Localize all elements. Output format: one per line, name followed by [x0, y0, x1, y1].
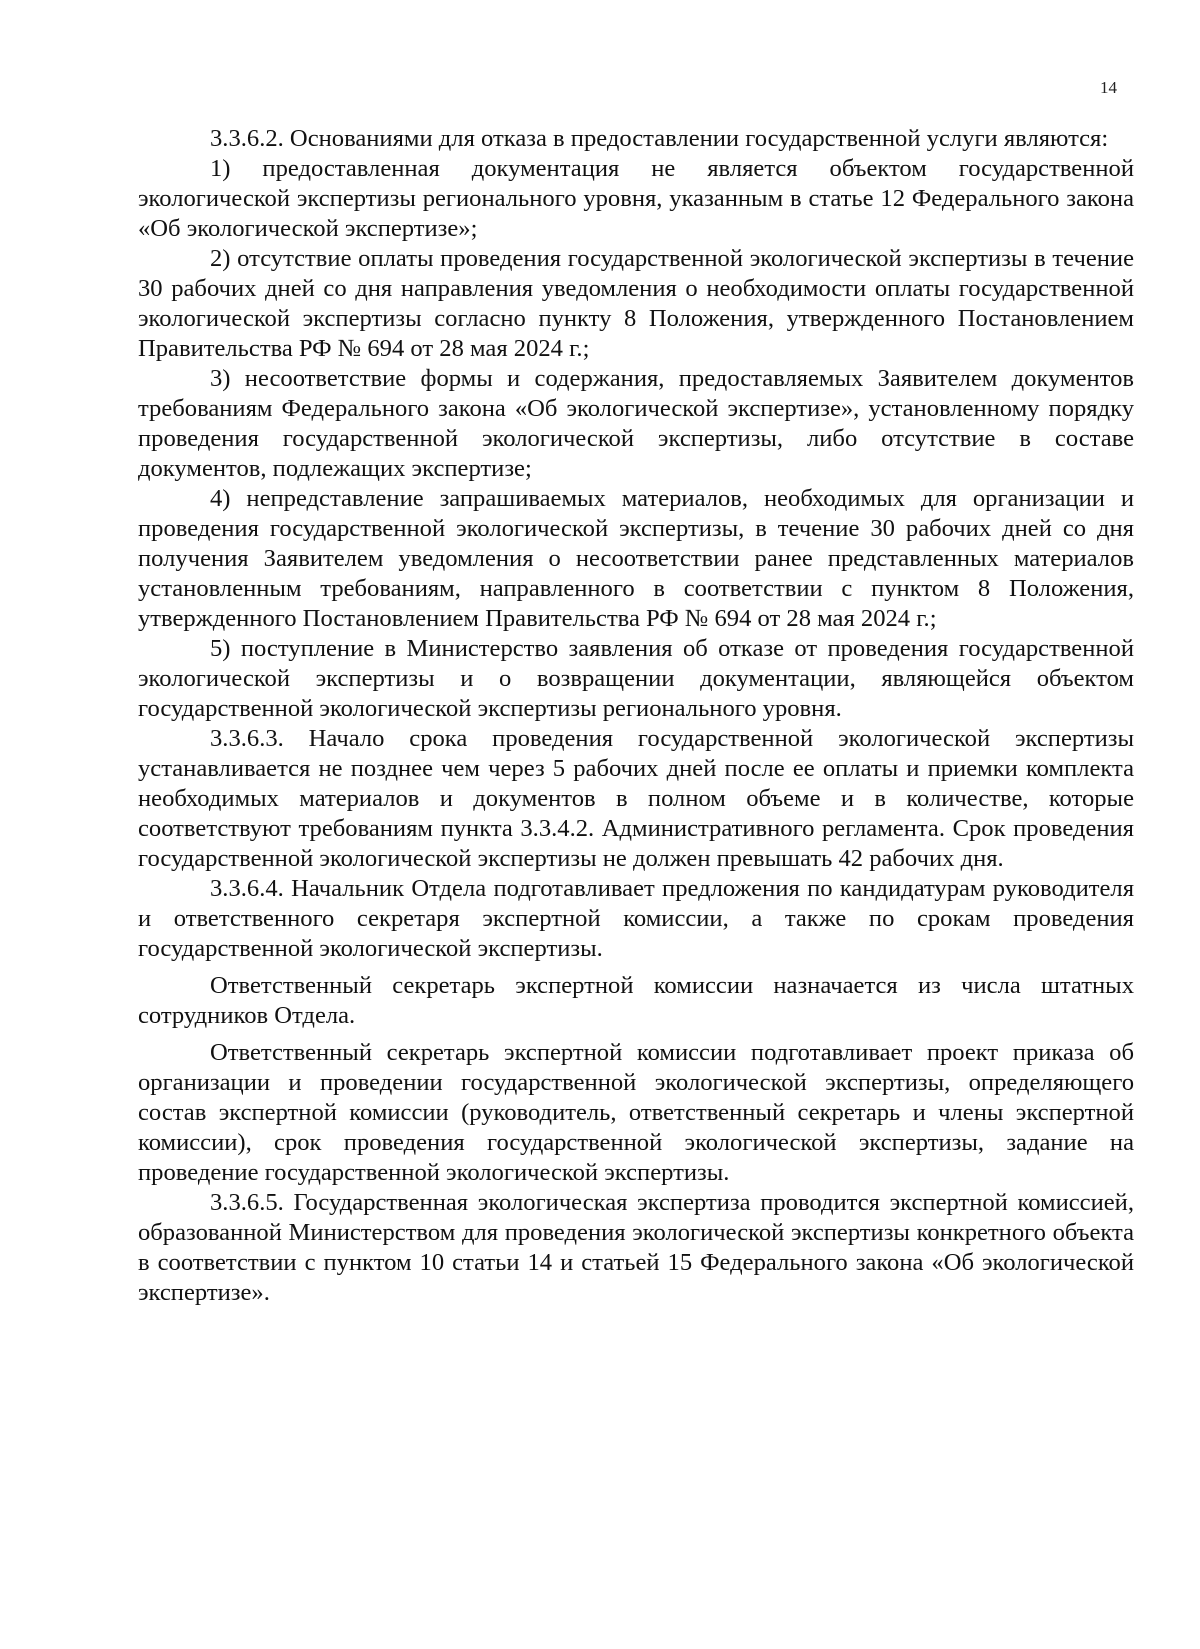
paragraph-3-3-6-2: 3.3.6.2. Основаниями для отказа в предоставлении государственной услуги являются:: [210, 125, 1109, 152]
page-number: 14: [1100, 78, 1117, 97]
list-item-1: 1) предоставленная документация не является объектом государственной экологической экспертизы регионального уровня, указанным в статье 12 Федерального закона «Об экологической экспертизе»;: [138, 155, 1134, 242]
list-item-4: 4) непредставление запрашиваемых материалов, необходимых для организации и проведения государственной экологической экспертизы, в течение 30 рабочих дней со дня получения Заявителем уведомления о несоответствии ранее представленных материалов установленным требованиям, направленного в соответствии с пунктом 8 Положения, утвержденного Постановлением Правительства РФ № 694 от 28 мая 2024 г.;: [138, 485, 1134, 632]
document-body: [138, 124, 1134, 1308]
list-item-2: 2) отсутствие оплаты проведения государственной экологической экспертизы в течение 30 рабочих дней со дня направления уведомления о необходимости оплаты государственной экологической экспертизы согласно пункту 8 Положения, утвержденного Постановлением Правительства РФ № 694 от 28 мая 2024 г.;: [138, 245, 1134, 362]
paragraph-3-3-6-3: 3.3.6.3. Начало срока проведения государственной экологической экспертизы устанавливается не позднее чем через 5 рабочих дней после ее оплаты и приемки комплекта необходимых материалов и документов в полном объеме и в количестве, которые соответствуют требованиям пункта 3.3.4.2. Административного регламента. Срок проведения государственной экологической экспертизы не должен превышать 42 рабочих дня.: [138, 725, 1134, 872]
paragraph-3-3-6-5: 3.3.6.5. Государственная экологическая экспертиза проводится экспертной комиссией, образованной Министерством для проведения экологической экспертизы конкретного объекта в соответствии с пунктом 10 статьи 14 и статьей 15 Федерального закона «Об экологической экспертизе».: [138, 1189, 1134, 1306]
list-item-3: 3) несоответствие формы и содержания, предоставляемых Заявителем документов требованиям Федерального закона «Об экологической экспертизе», установленному порядку проведения государственной экологической экспертизы, либо отсутствие в составе документов, подлежащих экспертизе;: [138, 365, 1134, 482]
paragraph-3-3-6-4: 3.3.6.4. Начальник Отдела подготавливает предложения по кандидатурам руководителя и ответственного секретаря экспертной комиссии, а также по срокам проведения государственной экологической экспертизы.: [138, 875, 1134, 962]
list-item-5: 5) поступление в Министерство заявления об отказе от проведения государственной экологической экспертизы и о возвращении документации, являющейся объектом государственной экологической экспертизы регионального уровня.: [138, 635, 1134, 722]
paragraph-secretary-duties: Ответственный секретарь экспертной комиссии подготавливает проект приказа об организации и проведении государственной экологической экспертизы, определяющего состав экспертной комиссии (руководитель, ответственный секретарь и члены экспертной комиссии), срок проведения государственной экологической экспертизы, задание на проведение государственной экологической экспертизы.: [138, 1039, 1134, 1186]
paragraph-secretary-appointment: Ответственный секретарь экспертной комиссии назначается из числа штатных сотрудников Отдела.: [138, 972, 1134, 1029]
